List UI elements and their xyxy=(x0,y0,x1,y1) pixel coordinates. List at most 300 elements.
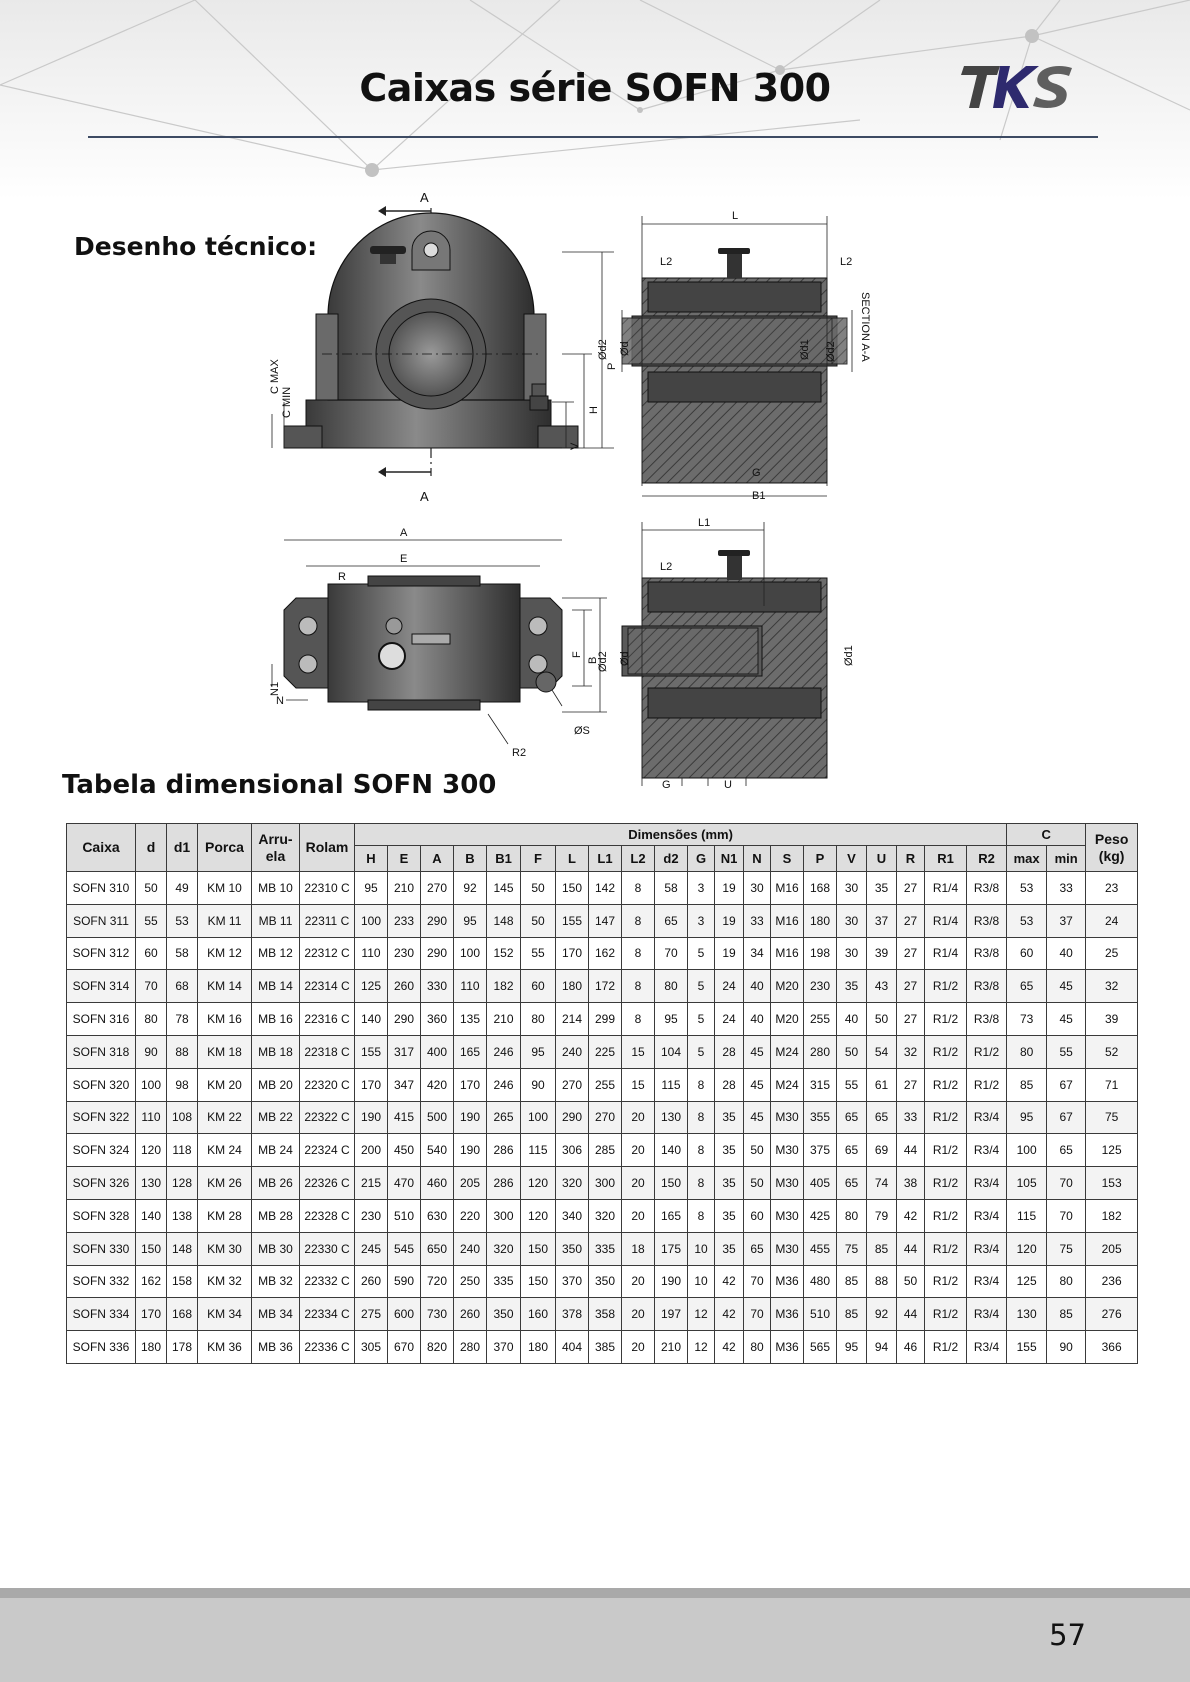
table-cell: 80 xyxy=(1007,1035,1047,1068)
table-cell: 230 xyxy=(355,1199,388,1232)
table-cell: KM 28 xyxy=(198,1199,252,1232)
table-row xyxy=(67,1134,1138,1167)
table-cell: M30 xyxy=(771,1101,804,1134)
d-label: Ød xyxy=(619,341,631,356)
header-porca: Porca xyxy=(198,824,252,872)
table-cell: 42 xyxy=(715,1298,744,1331)
table-cell: 73 xyxy=(1007,1003,1047,1036)
table-cell: 104 xyxy=(655,1035,688,1068)
table-cell: R3/4 xyxy=(967,1199,1007,1232)
table-cell: 190 xyxy=(655,1265,688,1298)
table-cell: 565 xyxy=(804,1331,837,1364)
table-cell: 155 xyxy=(1007,1331,1047,1364)
header-arruela-line2: ela xyxy=(265,847,286,864)
table-cell: 370 xyxy=(487,1331,521,1364)
subheader-cell: min xyxy=(1047,846,1086,872)
table-cell: 10 xyxy=(688,1265,715,1298)
table-cell: 320 xyxy=(589,1199,622,1232)
table-cell: 153 xyxy=(1086,1167,1138,1200)
c-max-label: C MAX xyxy=(269,359,281,394)
table-cell: 80 xyxy=(837,1199,867,1232)
table-cell: MB 22 xyxy=(252,1101,300,1134)
table-cell: 205 xyxy=(1086,1232,1138,1265)
table-cell: 22332 C xyxy=(300,1265,355,1298)
table-cell: 8 xyxy=(688,1068,715,1101)
table-cell: 270 xyxy=(589,1101,622,1134)
table-cell: 10 xyxy=(688,1232,715,1265)
table-cell: M20 xyxy=(771,970,804,1003)
table-cell: 50 xyxy=(867,1003,897,1036)
table-cell: 600 xyxy=(388,1298,421,1331)
table-cell: 22320 C xyxy=(300,1068,355,1101)
table-cell: 23 xyxy=(1086,872,1138,905)
table-cell: 170 xyxy=(355,1068,388,1101)
technical-drawing xyxy=(262,186,922,792)
table-cell: 46 xyxy=(897,1331,925,1364)
table-cell: 45 xyxy=(1047,1003,1086,1036)
p-label: P xyxy=(606,362,618,370)
table-cell: 15 xyxy=(622,1035,655,1068)
table-cell: 240 xyxy=(454,1232,487,1265)
table-label: Tabela dimensional SOFN 300 xyxy=(62,770,497,800)
table-cell: 85 xyxy=(1007,1068,1047,1101)
table-cell: 95 xyxy=(521,1035,556,1068)
table-cell: 180 xyxy=(804,904,837,937)
table-cell: 168 xyxy=(167,1298,198,1331)
table-cell: 28 xyxy=(715,1035,744,1068)
table-cell: 95 xyxy=(655,1003,688,1036)
table-cell: 95 xyxy=(454,904,487,937)
table-cell: 305 xyxy=(355,1331,388,1364)
table-cell: 100 xyxy=(521,1101,556,1134)
table-cell: 480 xyxy=(804,1265,837,1298)
table-cell: 65 xyxy=(867,1101,897,1134)
f-label: F xyxy=(571,651,583,658)
table-cell: 236 xyxy=(1086,1265,1138,1298)
table-cell: R1/2 xyxy=(925,1298,967,1331)
table-cell: R1/2 xyxy=(925,1265,967,1298)
table-cell: 130 xyxy=(655,1101,688,1134)
table-cell: 182 xyxy=(487,970,521,1003)
table-cell: 455 xyxy=(804,1232,837,1265)
subheader-cell: U xyxy=(867,846,897,872)
table-cell: 730 xyxy=(421,1298,454,1331)
table-cell: 8 xyxy=(622,872,655,905)
table-cell: 280 xyxy=(804,1035,837,1068)
table-cell: 120 xyxy=(521,1167,556,1200)
table-cell: M16 xyxy=(771,904,804,937)
table-cell: 250 xyxy=(454,1265,487,1298)
table-row xyxy=(67,1068,1138,1101)
shaft-end-section-view xyxy=(597,517,855,791)
table-cell: 225 xyxy=(589,1035,622,1068)
header-d1: d1 xyxy=(167,824,198,872)
e-label: E xyxy=(400,553,408,565)
table-cell: R1/2 xyxy=(925,1199,967,1232)
table-row xyxy=(67,1101,1138,1134)
table-cell: 65 xyxy=(744,1232,771,1265)
table-cell: 88 xyxy=(167,1035,198,1068)
table-cell: 75 xyxy=(1086,1101,1138,1134)
table-cell: 44 xyxy=(897,1134,925,1167)
table-cell: R3/4 xyxy=(967,1265,1007,1298)
table-cell: SOFN 312 xyxy=(67,937,136,970)
table-cell: 22312 C xyxy=(300,937,355,970)
table-cell: 350 xyxy=(556,1232,589,1265)
table-cell: 22322 C xyxy=(300,1101,355,1134)
section-a-top-label: A xyxy=(420,190,429,205)
table-cell: SOFN 318 xyxy=(67,1035,136,1068)
table-cell: 240 xyxy=(556,1035,589,1068)
table-cell: 20 xyxy=(622,1199,655,1232)
page-number: 57 xyxy=(1049,1618,1086,1652)
table-cell: 500 xyxy=(421,1101,454,1134)
table-cell: 98 xyxy=(167,1068,198,1101)
table-cell: MB 32 xyxy=(252,1265,300,1298)
table-cell: 40 xyxy=(837,1003,867,1036)
table-cell: 22324 C xyxy=(300,1134,355,1167)
subheader-cell: R2 xyxy=(967,846,1007,872)
d2-bottom-label: Ød2 xyxy=(597,651,609,672)
table-cell: 350 xyxy=(487,1298,521,1331)
table-cell: 70 xyxy=(1047,1199,1086,1232)
table-cell: 145 xyxy=(487,872,521,905)
s-label: ØS xyxy=(574,725,590,737)
table-cell: 85 xyxy=(1047,1298,1086,1331)
table-cell: 147 xyxy=(589,904,622,937)
table-cell: 275 xyxy=(355,1298,388,1331)
table-cell: M16 xyxy=(771,937,804,970)
table-cell: 80 xyxy=(136,1003,167,1036)
table-cell: 190 xyxy=(454,1101,487,1134)
table-cell: 150 xyxy=(521,1265,556,1298)
table-cell: 60 xyxy=(521,970,556,1003)
table-cell: MB 14 xyxy=(252,970,300,1003)
table-cell: MB 11 xyxy=(252,904,300,937)
subheader-cell: B1 xyxy=(487,846,521,872)
table-cell: 50 xyxy=(521,872,556,905)
table-cell: KM 24 xyxy=(198,1134,252,1167)
table-cell: 299 xyxy=(589,1003,622,1036)
subheader-cell: G xyxy=(688,846,715,872)
table-cell: M30 xyxy=(771,1199,804,1232)
table-cell: MB 16 xyxy=(252,1003,300,1036)
tks-logo xyxy=(960,62,1080,112)
header-peso-line2: (kg) xyxy=(1098,847,1125,864)
table-cell: KM 32 xyxy=(198,1265,252,1298)
h-label: H xyxy=(588,406,600,414)
table-cell: 650 xyxy=(421,1232,454,1265)
table-cell: 20 xyxy=(622,1134,655,1167)
table-cell: 85 xyxy=(867,1232,897,1265)
table-cell: 110 xyxy=(355,937,388,970)
table-cell: SOFN 326 xyxy=(67,1167,136,1200)
table-cell: 90 xyxy=(521,1068,556,1101)
g-label-bottom: G xyxy=(662,779,671,791)
table-cell: 33 xyxy=(897,1101,925,1134)
table-cell: 590 xyxy=(388,1265,421,1298)
table-cell: 233 xyxy=(388,904,421,937)
table-cell: 347 xyxy=(388,1068,421,1101)
table-cell: 165 xyxy=(454,1035,487,1068)
subheader-cell: E xyxy=(388,846,421,872)
table-cell: 270 xyxy=(421,872,454,905)
table-cell: 42 xyxy=(715,1331,744,1364)
table-row xyxy=(67,1167,1138,1200)
table-cell: 197 xyxy=(655,1298,688,1331)
table-cell: KM 34 xyxy=(198,1298,252,1331)
table-cell: 22318 C xyxy=(300,1035,355,1068)
table-cell: 80 xyxy=(1047,1265,1086,1298)
header-dimensoes: Dimensões (mm) xyxy=(355,824,1007,846)
table-cell: R1/2 xyxy=(925,1167,967,1200)
table-cell: 300 xyxy=(487,1199,521,1232)
table-cell: 40 xyxy=(744,1003,771,1036)
table-cell: 158 xyxy=(167,1265,198,1298)
table-cell: 5 xyxy=(688,1003,715,1036)
d1-bottom-label: Ød1 xyxy=(843,645,855,666)
table-cell: 50 xyxy=(837,1035,867,1068)
table-cell: 330 xyxy=(421,970,454,1003)
table-cell: 110 xyxy=(454,970,487,1003)
table-cell: 370 xyxy=(556,1265,589,1298)
table-cell: 55 xyxy=(521,937,556,970)
table-cell: 220 xyxy=(454,1199,487,1232)
table-cell: 55 xyxy=(837,1068,867,1101)
subheader-cell: F xyxy=(521,846,556,872)
subheader-cell: L1 xyxy=(589,846,622,872)
table-cell: 8 xyxy=(688,1199,715,1232)
table-cell: M20 xyxy=(771,1003,804,1036)
table-cell: 45 xyxy=(1047,970,1086,1003)
table-cell: 3 xyxy=(688,904,715,937)
table-cell: 150 xyxy=(136,1232,167,1265)
table-cell: 100 xyxy=(355,904,388,937)
table-cell: 170 xyxy=(136,1298,167,1331)
table-cell: SOFN 330 xyxy=(67,1232,136,1265)
table-cell: 214 xyxy=(556,1003,589,1036)
subheader-cell: max xyxy=(1007,846,1047,872)
table-row xyxy=(67,937,1138,970)
table-cell: M30 xyxy=(771,1232,804,1265)
subheader-cell: R xyxy=(897,846,925,872)
table-cell: 12 xyxy=(688,1298,715,1331)
table-row xyxy=(67,1298,1138,1331)
table-cell: 425 xyxy=(804,1199,837,1232)
table-cell: 35 xyxy=(715,1167,744,1200)
table-cell: 155 xyxy=(355,1035,388,1068)
table-cell: 378 xyxy=(556,1298,589,1331)
table-cell: 190 xyxy=(454,1134,487,1167)
table-cell: 120 xyxy=(136,1134,167,1167)
table-cell: 155 xyxy=(556,904,589,937)
table-cell: 20 xyxy=(622,1298,655,1331)
table-cell: 540 xyxy=(421,1134,454,1167)
table-cell: KM 10 xyxy=(198,872,252,905)
table-cell: 35 xyxy=(715,1101,744,1134)
table-cell: 20 xyxy=(622,1101,655,1134)
c-min-label: C MIN xyxy=(281,386,293,418)
subheader-cell: L2 xyxy=(622,846,655,872)
table-cell: 350 xyxy=(589,1265,622,1298)
table-cell: 460 xyxy=(421,1167,454,1200)
table-row xyxy=(67,970,1138,1003)
table-cell: 210 xyxy=(388,872,421,905)
table-cell: R1/2 xyxy=(967,1068,1007,1101)
table-cell: 100 xyxy=(136,1068,167,1101)
table-cell: 71 xyxy=(1086,1068,1138,1101)
table-cell: 60 xyxy=(1007,937,1047,970)
table-cell: 115 xyxy=(521,1134,556,1167)
table-cell: R3/8 xyxy=(967,904,1007,937)
table-cell: 148 xyxy=(487,904,521,937)
section-a-bottom-label: A xyxy=(420,489,429,504)
table-cell: 80 xyxy=(521,1003,556,1036)
table-cell: R1/2 xyxy=(925,1068,967,1101)
table-cell: 92 xyxy=(454,872,487,905)
b-label: B xyxy=(587,656,599,664)
table-cell: 20 xyxy=(622,1167,655,1200)
table-cell: 335 xyxy=(589,1232,622,1265)
table-cell: 22316 C xyxy=(300,1003,355,1036)
table-cell: 42 xyxy=(715,1265,744,1298)
subheader-cell: S xyxy=(771,846,804,872)
table-cell: 18 xyxy=(622,1232,655,1265)
table-cell: 140 xyxy=(655,1134,688,1167)
table-cell: 60 xyxy=(744,1199,771,1232)
table-cell: 360 xyxy=(421,1003,454,1036)
table-cell: KM 14 xyxy=(198,970,252,1003)
table-cell: 8 xyxy=(622,970,655,1003)
table-cell: 205 xyxy=(454,1167,487,1200)
table-cell: 27 xyxy=(897,970,925,1003)
table-cell: MB 24 xyxy=(252,1134,300,1167)
table-cell: M36 xyxy=(771,1265,804,1298)
title-rule xyxy=(88,136,1098,138)
plan-view xyxy=(269,527,607,759)
table-cell: R3/8 xyxy=(967,937,1007,970)
table-cell: 142 xyxy=(589,872,622,905)
table-cell: 180 xyxy=(136,1331,167,1364)
table-cell: 260 xyxy=(388,970,421,1003)
table-cell: 53 xyxy=(167,904,198,937)
table-cell: 190 xyxy=(355,1101,388,1134)
subheader-cell: d2 xyxy=(655,846,688,872)
table-cell: 125 xyxy=(1086,1134,1138,1167)
l2-bottom-label: L2 xyxy=(660,561,673,573)
table-cell: 19 xyxy=(715,937,744,970)
table-cell: 43 xyxy=(867,970,897,1003)
table-cell: 61 xyxy=(867,1068,897,1101)
table-cell: 52 xyxy=(1086,1035,1138,1068)
table-cell: 178 xyxy=(167,1331,198,1364)
table-cell: KM 36 xyxy=(198,1331,252,1364)
drawing-label: Desenho técnico: xyxy=(74,232,318,261)
v-label: V xyxy=(569,442,581,450)
table-cell: 33 xyxy=(744,904,771,937)
table-cell: 148 xyxy=(167,1232,198,1265)
table-cell: 69 xyxy=(867,1134,897,1167)
subheader-cell: N1 xyxy=(715,846,744,872)
table-cell: 128 xyxy=(167,1167,198,1200)
table-cell: R3/4 xyxy=(967,1298,1007,1331)
table-cell: 22330 C xyxy=(300,1232,355,1265)
table-cell: 22314 C xyxy=(300,970,355,1003)
header-rolam: Rolam xyxy=(300,824,355,872)
table-cell: 20 xyxy=(622,1331,655,1364)
table-cell: 27 xyxy=(897,1068,925,1101)
table-cell: R1/2 xyxy=(925,970,967,1003)
table-cell: 290 xyxy=(421,937,454,970)
table-cell: 35 xyxy=(867,872,897,905)
table-cell: R3/4 xyxy=(967,1331,1007,1364)
table-cell: 35 xyxy=(837,970,867,1003)
table-cell: 270 xyxy=(556,1068,589,1101)
table-cell: 22326 C xyxy=(300,1167,355,1200)
table-cell: 25 xyxy=(1086,937,1138,970)
table-cell: R1/2 xyxy=(967,1035,1007,1068)
table-cell: 246 xyxy=(487,1035,521,1068)
table-cell: 58 xyxy=(167,937,198,970)
r-label: R xyxy=(338,571,346,583)
table-cell: 35 xyxy=(715,1134,744,1167)
table-cell: 320 xyxy=(556,1167,589,1200)
table-cell: 79 xyxy=(867,1199,897,1232)
table-cell: 90 xyxy=(136,1035,167,1068)
table-cell: SOFN 328 xyxy=(67,1199,136,1232)
table-cell: 38 xyxy=(897,1167,925,1200)
table-cell: 22336 C xyxy=(300,1331,355,1364)
table-cell: 260 xyxy=(355,1265,388,1298)
table-cell: 300 xyxy=(589,1167,622,1200)
table-cell: 3 xyxy=(688,872,715,905)
table-cell: 65 xyxy=(837,1101,867,1134)
table-cell: 19 xyxy=(715,872,744,905)
subheader-cell: P xyxy=(804,846,837,872)
table-cell: 168 xyxy=(804,872,837,905)
table-cell: 182 xyxy=(1086,1199,1138,1232)
table-cell: 8 xyxy=(622,1003,655,1036)
table-cell: 27 xyxy=(897,904,925,937)
table-cell: 55 xyxy=(136,904,167,937)
table-cell: 68 xyxy=(167,970,198,1003)
table-cell: 170 xyxy=(556,937,589,970)
table-cell: M24 xyxy=(771,1035,804,1068)
table-cell: R3/8 xyxy=(967,872,1007,905)
table-cell: 30 xyxy=(837,872,867,905)
table-cell: 108 xyxy=(167,1101,198,1134)
table-cell: M36 xyxy=(771,1331,804,1364)
table-cell: 15 xyxy=(622,1068,655,1101)
table-cell: 210 xyxy=(487,1003,521,1036)
table-cell: 405 xyxy=(804,1167,837,1200)
table-cell: 315 xyxy=(804,1068,837,1101)
table-cell: 5 xyxy=(688,937,715,970)
table-cell: 115 xyxy=(655,1068,688,1101)
table-row xyxy=(67,1199,1138,1232)
l1-label: L1 xyxy=(698,517,711,529)
l-label: L xyxy=(732,210,739,222)
n1-label: N1 xyxy=(269,681,281,696)
table-cell: 45 xyxy=(744,1035,771,1068)
footer-stripe xyxy=(0,1588,1190,1598)
d2-left-label: Ød2 xyxy=(597,339,609,360)
subheader-cell: N xyxy=(744,846,771,872)
a-dim-label: A xyxy=(400,527,408,539)
table-cell: 65 xyxy=(655,904,688,937)
table-cell: R1/2 xyxy=(925,1003,967,1036)
table-cell: 50 xyxy=(521,904,556,937)
